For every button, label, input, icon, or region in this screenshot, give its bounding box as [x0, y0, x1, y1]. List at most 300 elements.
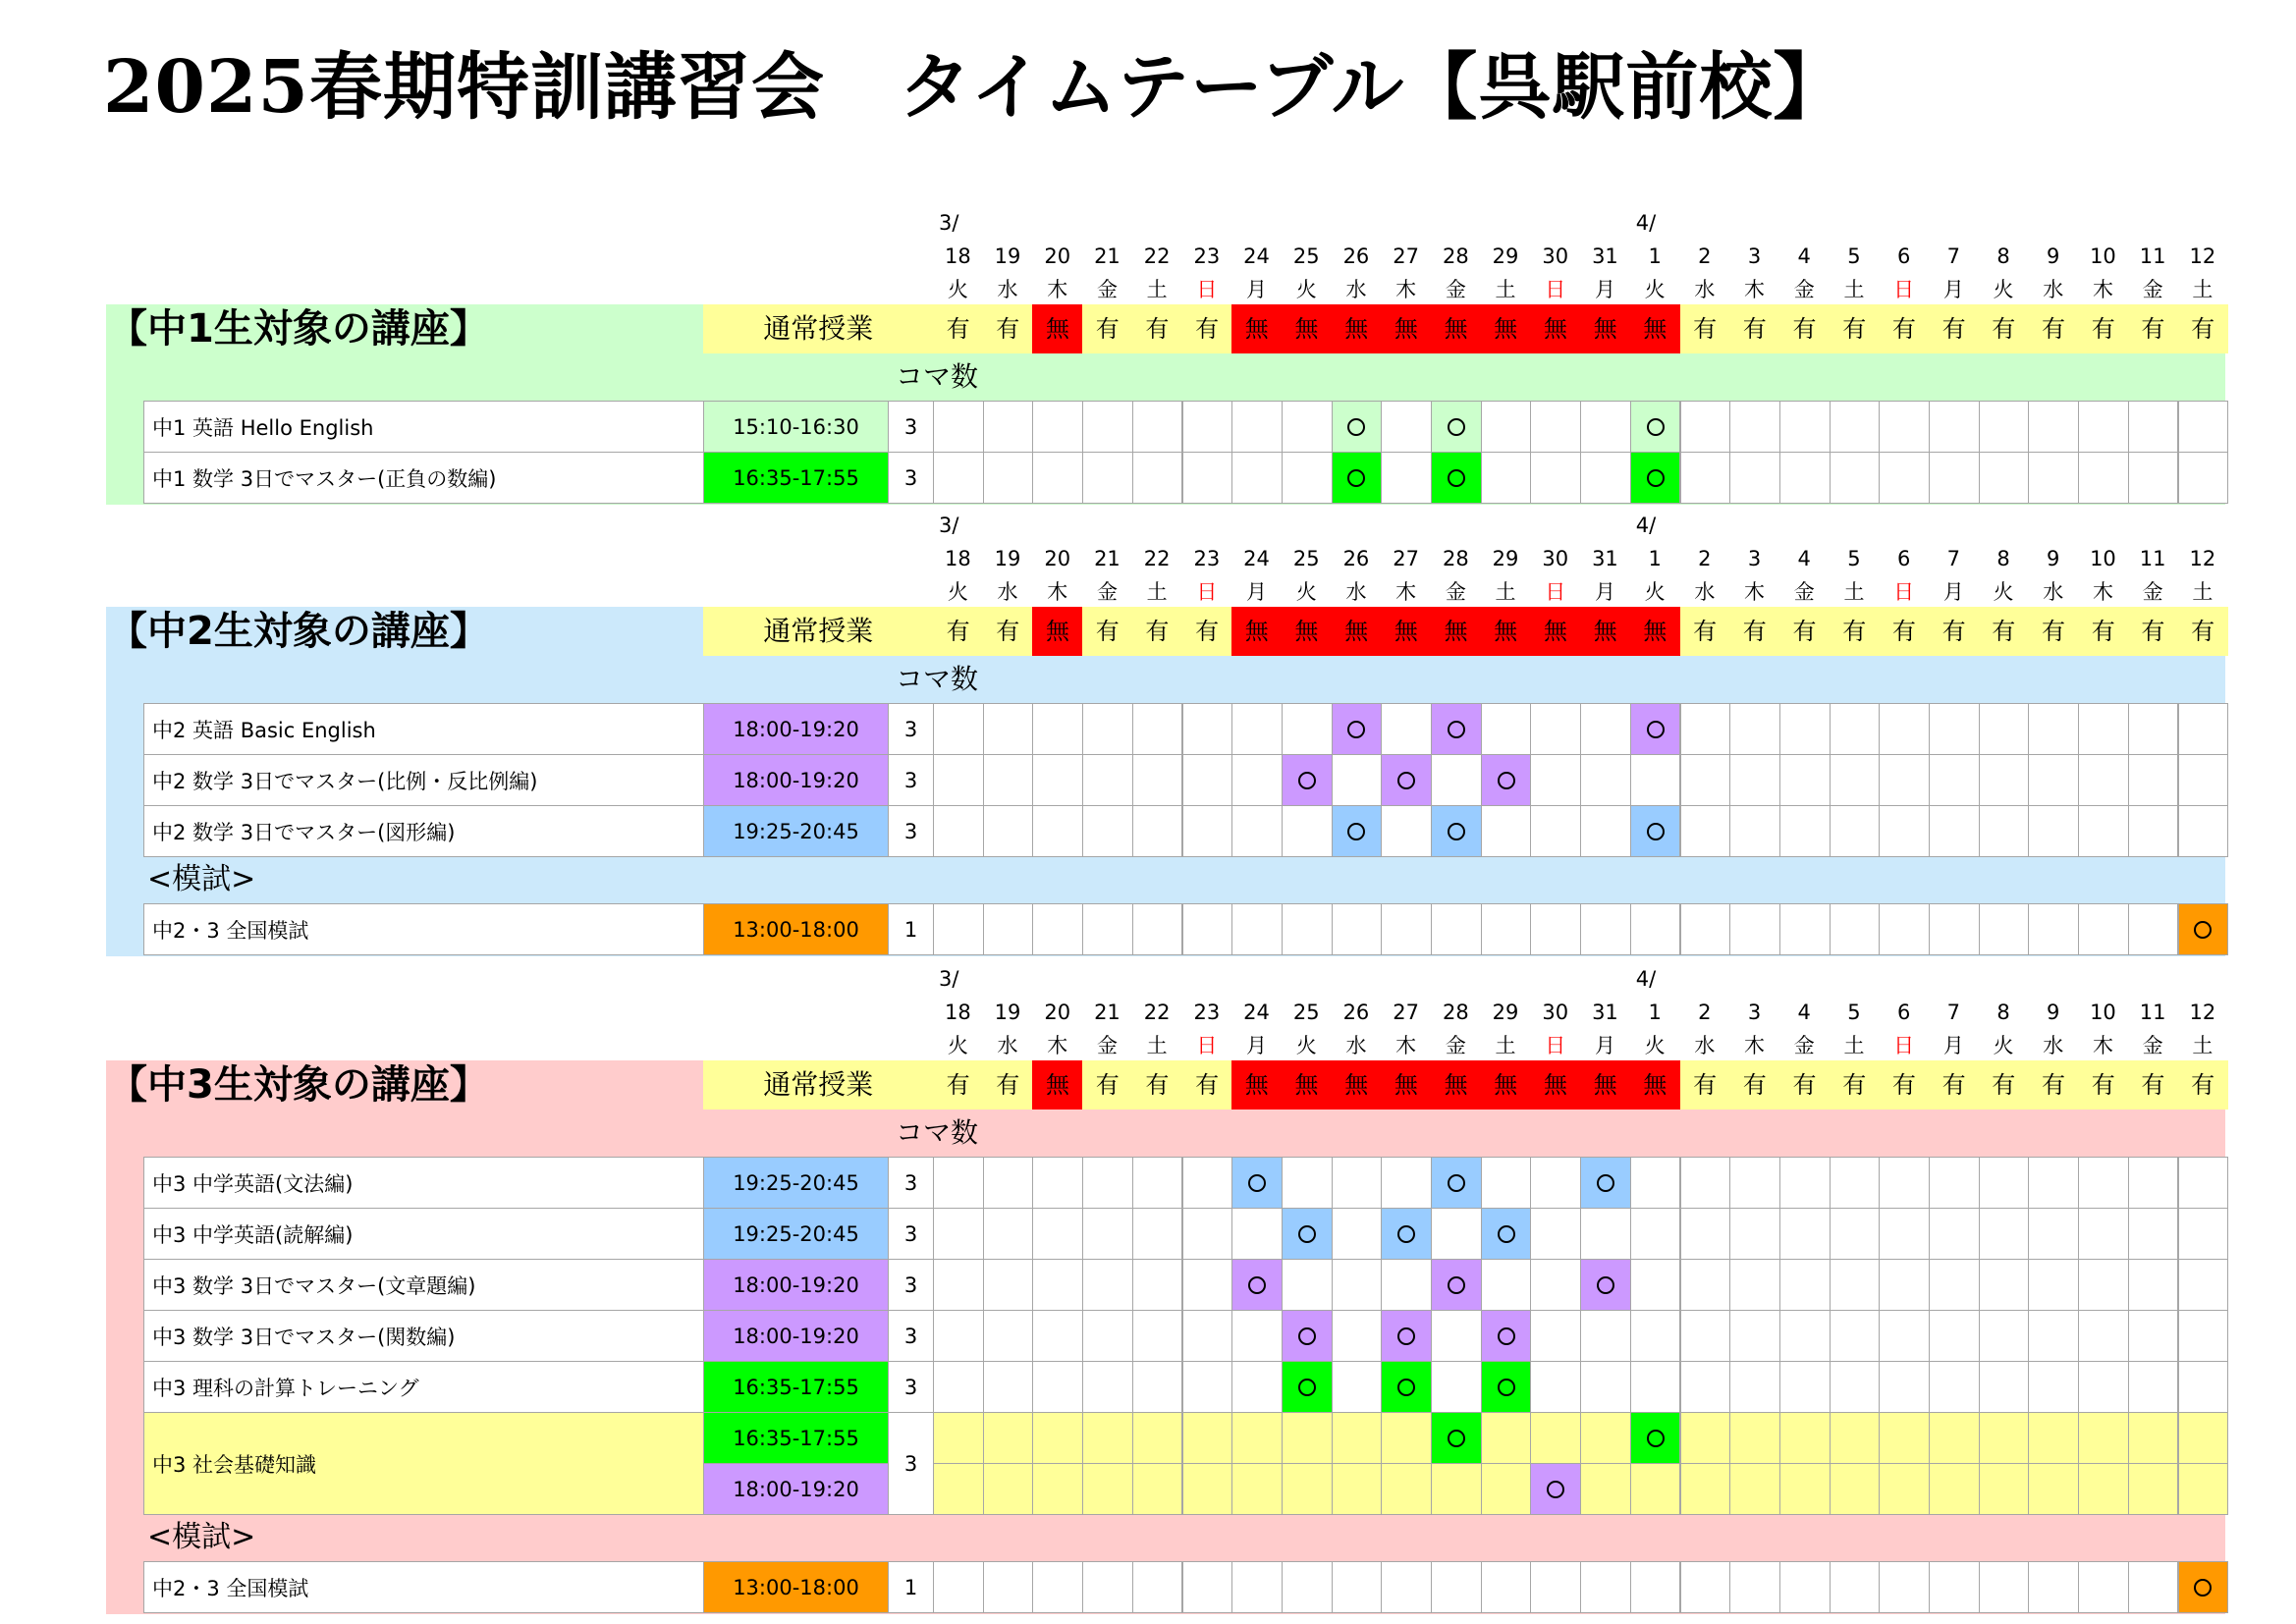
regular-class-cell: 有: [1929, 1060, 1979, 1110]
schedule-cell: [1032, 754, 1083, 806]
page-title: 2025春期特訓講習会 タイムテーブル【呉駅前校】: [103, 45, 1847, 130]
date-weekday: 月: [1942, 1034, 1964, 1057]
session-mark: [1298, 1379, 1316, 1396]
schedule-cell: [1431, 1157, 1482, 1209]
schedule-cell: [1779, 1412, 1831, 1464]
schedule-cell: [1630, 1157, 1681, 1209]
schedule-cell: [1282, 401, 1333, 453]
regular-class-cell: 無: [1332, 1060, 1382, 1110]
schedule-cell: [2178, 1463, 2229, 1515]
schedule-cell: [1830, 452, 1881, 504]
course-koma: 3: [888, 1412, 934, 1515]
schedule-cell: [1182, 1561, 1233, 1613]
regular-class-cell: 無: [1032, 1060, 1082, 1110]
date-weekday: 土: [1146, 1034, 1168, 1057]
date-weekday: 水: [2043, 278, 2064, 301]
course-name: 中3 数学 3日でマスター(文章題編): [143, 1259, 704, 1311]
session-mark: [1448, 469, 1465, 487]
schedule-cell: [2078, 452, 2129, 504]
schedule-cell: [1082, 452, 1133, 504]
schedule-cell: [1779, 1561, 1831, 1613]
schedule-cell: [1231, 401, 1283, 453]
date-day: 19: [994, 547, 1021, 570]
schedule-cell: [1282, 1361, 1333, 1413]
schedule-cell: [1680, 1157, 1731, 1209]
course-name: 中2・3 全国模試: [143, 903, 704, 955]
schedule-cell: [983, 1463, 1034, 1515]
schedule-cell: [1680, 1310, 1731, 1362]
date-day: 5: [1847, 244, 1861, 268]
date-weekday: 木: [1047, 580, 1068, 604]
schedule-cell: [1182, 1361, 1233, 1413]
schedule-cell: [1530, 1208, 1581, 1260]
schedule-cell: [933, 903, 984, 955]
schedule-cell: [2128, 1561, 2179, 1613]
schedule-cell: [1431, 1463, 1482, 1515]
regular-class-cell: 有: [2128, 304, 2178, 353]
schedule-cell: [1680, 1259, 1731, 1311]
regular-class-cell: 無: [1431, 1060, 1481, 1110]
schedule-cell: [1630, 805, 1681, 857]
schedule-cell: [1332, 401, 1383, 453]
session-mark: [1448, 823, 1465, 840]
schedule-cell: [1830, 805, 1881, 857]
schedule-cell: [2128, 1157, 2179, 1209]
course-name: 中3 数学 3日でマスター(関数編): [143, 1310, 704, 1362]
date-day: 3: [1747, 244, 1762, 268]
date-day: 22: [1143, 1001, 1171, 1024]
date-day: 7: [1946, 244, 1961, 268]
schedule-cell: [2028, 452, 2079, 504]
regular-class-cell: 無: [1530, 304, 1580, 353]
regular-class-cell: 無: [1580, 1060, 1630, 1110]
schedule-cell: [1580, 1259, 1631, 1311]
schedule-cell: [1530, 1561, 1581, 1613]
schedule-cell: [1132, 703, 1183, 755]
schedule-cell: [2178, 805, 2229, 857]
date-weekday: 火: [1993, 1034, 2014, 1057]
schedule-cell: [1431, 1259, 1482, 1311]
schedule-cell: [1381, 1310, 1432, 1362]
date-day: 18: [944, 547, 971, 570]
schedule-cell: [1381, 1561, 1432, 1613]
regular-class-cell: 有: [2028, 304, 2078, 353]
schedule-cell: [1929, 1157, 1980, 1209]
schedule-cell: [1729, 805, 1780, 857]
koma-label: コマ数: [896, 663, 979, 695]
schedule-cell: [2028, 1310, 2079, 1362]
regular-class-cell: 有: [1729, 607, 1779, 656]
regular-class-cell: 有: [1680, 304, 1730, 353]
date-day: 2: [1698, 547, 1712, 570]
schedule-cell: [1032, 703, 1083, 755]
schedule-cell: [1231, 1412, 1283, 1464]
schedule-cell: [2128, 401, 2179, 453]
schedule-cell: [1779, 1208, 1831, 1260]
date-weekday: 月: [1246, 278, 1268, 301]
date-weekday: 水: [997, 1034, 1018, 1057]
regular-class-cell: 有: [1830, 607, 1880, 656]
regular-class-cell: 無: [1231, 304, 1282, 353]
schedule-cell: [1830, 1463, 1881, 1515]
schedule-cell: [1729, 401, 1780, 453]
regular-class-cell: 有: [1182, 304, 1232, 353]
schedule-cell: [1481, 754, 1532, 806]
course-time: 15:10-16:30: [703, 401, 889, 453]
date-weekday: 水: [1694, 580, 1716, 604]
schedule-cell: [1381, 1361, 1432, 1413]
regular-class-cell: 無: [1530, 1060, 1580, 1110]
schedule-cell: [1830, 903, 1881, 955]
date-weekday: 金: [1445, 1034, 1466, 1057]
schedule-cell: [1729, 1157, 1780, 1209]
schedule-cell: [2028, 754, 2079, 806]
course-name: 中1 英語 Hello English: [143, 401, 704, 453]
schedule-cell: [2178, 1561, 2229, 1613]
date-weekday: 金: [2142, 1034, 2163, 1057]
schedule-cell: [1779, 1259, 1831, 1311]
date-day: 26: [1342, 1001, 1370, 1024]
course-time: 18:00-19:20: [703, 754, 889, 806]
course-time: 13:00-18:00: [703, 903, 889, 955]
regular-class-cell: 無: [1381, 1060, 1431, 1110]
schedule-cell: [1779, 401, 1831, 453]
regular-class-cell: 有: [2078, 607, 2128, 656]
schedule-cell: [2078, 1561, 2129, 1613]
date-weekday: 土: [2192, 278, 2214, 301]
schedule-cell: [1580, 1361, 1631, 1413]
schedule-cell: [1729, 1361, 1780, 1413]
date-day: 3: [1747, 547, 1762, 570]
course-name: 中2 数学 3日でマスター(図形編): [143, 805, 704, 857]
course-time: 19:25-20:45: [703, 805, 889, 857]
date-weekday: 木: [1744, 1034, 1766, 1057]
schedule-cell: [1231, 903, 1283, 955]
regular-class-cell: 無: [1630, 304, 1680, 353]
session-mark: [1448, 1276, 1465, 1294]
date-weekday: 金: [1445, 278, 1466, 301]
schedule-cell: [2028, 1463, 2079, 1515]
schedule-cell: [1830, 754, 1881, 806]
session-mark: [1498, 772, 1515, 789]
schedule-cell: [1879, 1157, 1930, 1209]
session-mark: [1347, 418, 1365, 436]
schedule-cell: [933, 703, 984, 755]
schedule-cell: [1132, 1463, 1183, 1515]
course-time: 19:25-20:45: [703, 1157, 889, 1209]
schedule-cell: [1032, 401, 1083, 453]
schedule-cell: [1830, 1208, 1881, 1260]
date-weekday: 日: [1893, 278, 1915, 301]
schedule-cell: [2078, 903, 2129, 955]
schedule-cell: [1082, 754, 1133, 806]
schedule-cell: [1879, 1208, 1930, 1260]
date-weekday: 土: [2192, 580, 2214, 604]
schedule-cell: [1481, 1361, 1532, 1413]
date-weekday: 金: [1096, 580, 1118, 604]
regular-class-cell: 有: [1132, 1060, 1182, 1110]
schedule-cell: [1182, 703, 1233, 755]
session-mark: [1448, 1174, 1465, 1192]
date-day: 7: [1946, 547, 1961, 570]
schedule-cell: [1381, 1157, 1432, 1209]
date-day: 5: [1847, 1001, 1861, 1024]
session-mark: [1647, 1430, 1665, 1447]
date-weekday: 土: [1843, 1034, 1865, 1057]
date-weekday: 土: [1843, 278, 1865, 301]
date-weekday: 木: [1047, 278, 1068, 301]
schedule-cell: [1680, 903, 1731, 955]
schedule-cell: [2178, 401, 2229, 453]
schedule-cell: [1979, 1259, 2030, 1311]
schedule-cell: [2028, 703, 2079, 755]
date-day: 6: [1896, 547, 1911, 570]
date-weekday: 水: [997, 278, 1018, 301]
schedule-cell: [1680, 1208, 1731, 1260]
date-day: 1: [1648, 547, 1662, 570]
schedule-cell: [1082, 1157, 1133, 1209]
session-mark: [1448, 721, 1465, 738]
course-koma: 3: [888, 452, 934, 504]
schedule-cell: [1032, 1157, 1083, 1209]
regular-class-cell: 有: [1979, 1060, 2029, 1110]
schedule-cell: [1481, 1463, 1532, 1515]
regular-class-cell: 無: [1282, 607, 1332, 656]
schedule-cell: [1132, 1310, 1183, 1362]
date-day: 30: [1542, 1001, 1569, 1024]
schedule-cell: [1729, 1412, 1780, 1464]
date-day: 23: [1193, 547, 1221, 570]
schedule-cell: [2028, 1208, 2079, 1260]
regular-class-cell: 有: [2078, 304, 2128, 353]
course-koma: 3: [888, 754, 934, 806]
schedule-cell: [1431, 903, 1482, 955]
schedule-cell: [1431, 1361, 1482, 1413]
schedule-cell: [1580, 1412, 1631, 1464]
schedule-cell: [1381, 1259, 1432, 1311]
schedule-cell: [1132, 903, 1183, 955]
schedule-cell: [1729, 1208, 1780, 1260]
regular-class-cell: 有: [2178, 607, 2228, 656]
date-day: 21: [1094, 244, 1121, 268]
schedule-cell: [1132, 1208, 1183, 1260]
regular-class-cell: 無: [1481, 304, 1531, 353]
schedule-cell: [1879, 1361, 1930, 1413]
schedule-cell: [1779, 1361, 1831, 1413]
schedule-cell: [1729, 1561, 1780, 1613]
regular-class-cell: 無: [1332, 607, 1382, 656]
regular-class-label: 通常授業: [703, 607, 934, 656]
schedule-cell: [1680, 452, 1731, 504]
session-mark: [1647, 469, 1665, 487]
date-weekday: 火: [947, 1034, 968, 1057]
regular-class-cell: 無: [1481, 1060, 1531, 1110]
regular-class-cell: 無: [1580, 304, 1630, 353]
schedule-cell: [1332, 1412, 1383, 1464]
schedule-cell: [1132, 805, 1183, 857]
schedule-cell: [1282, 1157, 1333, 1209]
schedule-cell: [1282, 452, 1333, 504]
regular-class-cell: 有: [933, 304, 983, 353]
date-day: 5: [1847, 547, 1861, 570]
course-name: 中3 中学英語(読解編): [143, 1208, 704, 1260]
schedule-cell: [1231, 1361, 1283, 1413]
session-mark: [1448, 1430, 1465, 1447]
regular-class-cell: 無: [1530, 607, 1580, 656]
schedule-cell: [983, 1310, 1034, 1362]
schedule-cell: [1332, 1463, 1383, 1515]
date-day: 10: [2090, 1001, 2116, 1024]
date-day: 27: [1393, 244, 1419, 268]
schedule-cell: [983, 1412, 1034, 1464]
schedule-cell: [1332, 1157, 1383, 1209]
date-weekday: 日: [1196, 278, 1218, 301]
schedule-cell: [1929, 1412, 1980, 1464]
schedule-cell: [2078, 1463, 2129, 1515]
date-day: 6: [1896, 1001, 1911, 1024]
date-day: 28: [1442, 244, 1469, 268]
date-weekday: 火: [1644, 580, 1666, 604]
schedule-cell: [1332, 452, 1383, 504]
date-day: 25: [1292, 1001, 1320, 1024]
schedule-cell: [983, 1208, 1034, 1260]
date-day: 29: [1492, 547, 1519, 570]
date-day: 28: [1442, 1001, 1469, 1024]
session-mark: [1547, 1481, 1564, 1498]
schedule-cell: [1580, 703, 1631, 755]
date-weekday: 水: [2043, 580, 2064, 604]
date-weekday: 金: [2142, 278, 2163, 301]
schedule-cell: [1082, 1463, 1133, 1515]
date-day: 8: [1996, 244, 2010, 268]
schedule-cell: [2078, 1310, 2129, 1362]
schedule-cell: [1779, 1463, 1831, 1515]
date-month: 4/: [1635, 211, 1657, 235]
session-mark: [1397, 772, 1415, 789]
schedule-cell: [1680, 1361, 1731, 1413]
schedule-cell: [1630, 1259, 1681, 1311]
schedule-cell: [1381, 754, 1432, 806]
schedule-cell: [1580, 1208, 1631, 1260]
schedule-cell: [2178, 1157, 2229, 1209]
section-title: 【中2生対象の講座】: [108, 609, 489, 654]
course-name: 中3 中学英語(文法編): [143, 1157, 704, 1209]
schedule-cell: [1032, 1412, 1083, 1464]
schedule-cell: [2078, 754, 2129, 806]
schedule-cell: [1431, 703, 1482, 755]
schedule-cell: [2128, 1361, 2179, 1413]
regular-class-cell: 有: [933, 607, 983, 656]
schedule-cell: [1929, 1208, 1980, 1260]
schedule-cell: [1282, 1208, 1333, 1260]
schedule-cell: [1630, 754, 1681, 806]
schedule-cell: [2178, 1412, 2229, 1464]
regular-class-cell: 無: [1431, 607, 1481, 656]
date-weekday: 土: [1495, 580, 1516, 604]
schedule-cell: [1182, 1157, 1233, 1209]
schedule-cell: [1580, 1310, 1631, 1362]
date-weekday: 火: [947, 580, 968, 604]
schedule-cell: [1879, 805, 1930, 857]
schedule-cell: [1879, 1259, 1930, 1311]
schedule-cell: [1630, 1310, 1681, 1362]
date-weekday: 水: [1694, 1034, 1716, 1057]
schedule-cell: [1032, 1561, 1083, 1613]
schedule-cell: [933, 1361, 984, 1413]
schedule-cell: [1231, 703, 1283, 755]
date-day: 26: [1342, 547, 1370, 570]
schedule-cell: [1729, 1463, 1780, 1515]
course-name: 中1 数学 3日でマスター(正負の数編): [143, 452, 704, 504]
date-day: 21: [1094, 1001, 1121, 1024]
section-title: 【中1生対象の講座】: [108, 306, 489, 352]
regular-class-cell: 無: [1381, 304, 1431, 353]
schedule-cell: [2128, 805, 2179, 857]
session-mark: [1248, 1276, 1266, 1294]
schedule-cell: [1032, 452, 1083, 504]
date-day: 11: [2139, 1001, 2166, 1024]
schedule-cell: [1082, 1208, 1133, 1260]
regular-class-cell: 有: [933, 1060, 983, 1110]
schedule-cell: [1481, 1157, 1532, 1209]
date-day: 21: [1094, 547, 1121, 570]
schedule-cell: [1481, 903, 1532, 955]
regular-class-cell: 有: [1082, 607, 1132, 656]
schedule-cell: [1929, 1259, 1980, 1311]
schedule-cell: [1032, 1208, 1083, 1260]
session-mark: [1498, 1327, 1515, 1345]
schedule-cell: [1481, 1561, 1532, 1613]
schedule-cell: [1282, 805, 1333, 857]
session-mark: [1448, 418, 1465, 436]
course-koma: 3: [888, 1361, 934, 1413]
date-weekday: 日: [1545, 278, 1566, 301]
schedule-cell: [1580, 903, 1631, 955]
regular-class-cell: 無: [1032, 304, 1082, 353]
regular-class-cell: 有: [1729, 304, 1779, 353]
session-mark: [2194, 921, 2212, 939]
schedule-cell: [1680, 1561, 1731, 1613]
schedule-cell: [2128, 1310, 2179, 1362]
date-weekday: 日: [1196, 1034, 1218, 1057]
schedule-cell: [1282, 903, 1333, 955]
regular-class-cell: 有: [1680, 1060, 1730, 1110]
schedule-cell: [983, 1157, 1034, 1209]
mock-exam-label: <模試>: [147, 862, 256, 896]
schedule-cell: [1630, 1361, 1681, 1413]
date-weekday: 月: [1246, 1034, 1268, 1057]
date-day: 9: [2047, 1001, 2060, 1024]
schedule-cell: [1779, 805, 1831, 857]
schedule-cell: [2128, 1259, 2179, 1311]
date-day: 31: [1592, 1001, 1618, 1024]
schedule-cell: [2178, 1310, 2229, 1362]
schedule-cell: [1032, 805, 1083, 857]
course-koma: 3: [888, 1208, 934, 1260]
date-weekday: 金: [1445, 580, 1466, 604]
schedule-cell: [1481, 1412, 1532, 1464]
schedule-cell: [1979, 903, 2030, 955]
schedule-cell: [1729, 1310, 1780, 1362]
course-koma: 3: [888, 401, 934, 453]
schedule-cell: [1481, 703, 1532, 755]
date-day: 31: [1592, 547, 1618, 570]
regular-class-cell: 有: [1929, 607, 1979, 656]
date-weekday: 金: [1793, 1034, 1815, 1057]
schedule-cell: [1282, 1412, 1333, 1464]
date-weekday: 日: [1545, 1034, 1566, 1057]
schedule-cell: [1332, 1259, 1383, 1311]
